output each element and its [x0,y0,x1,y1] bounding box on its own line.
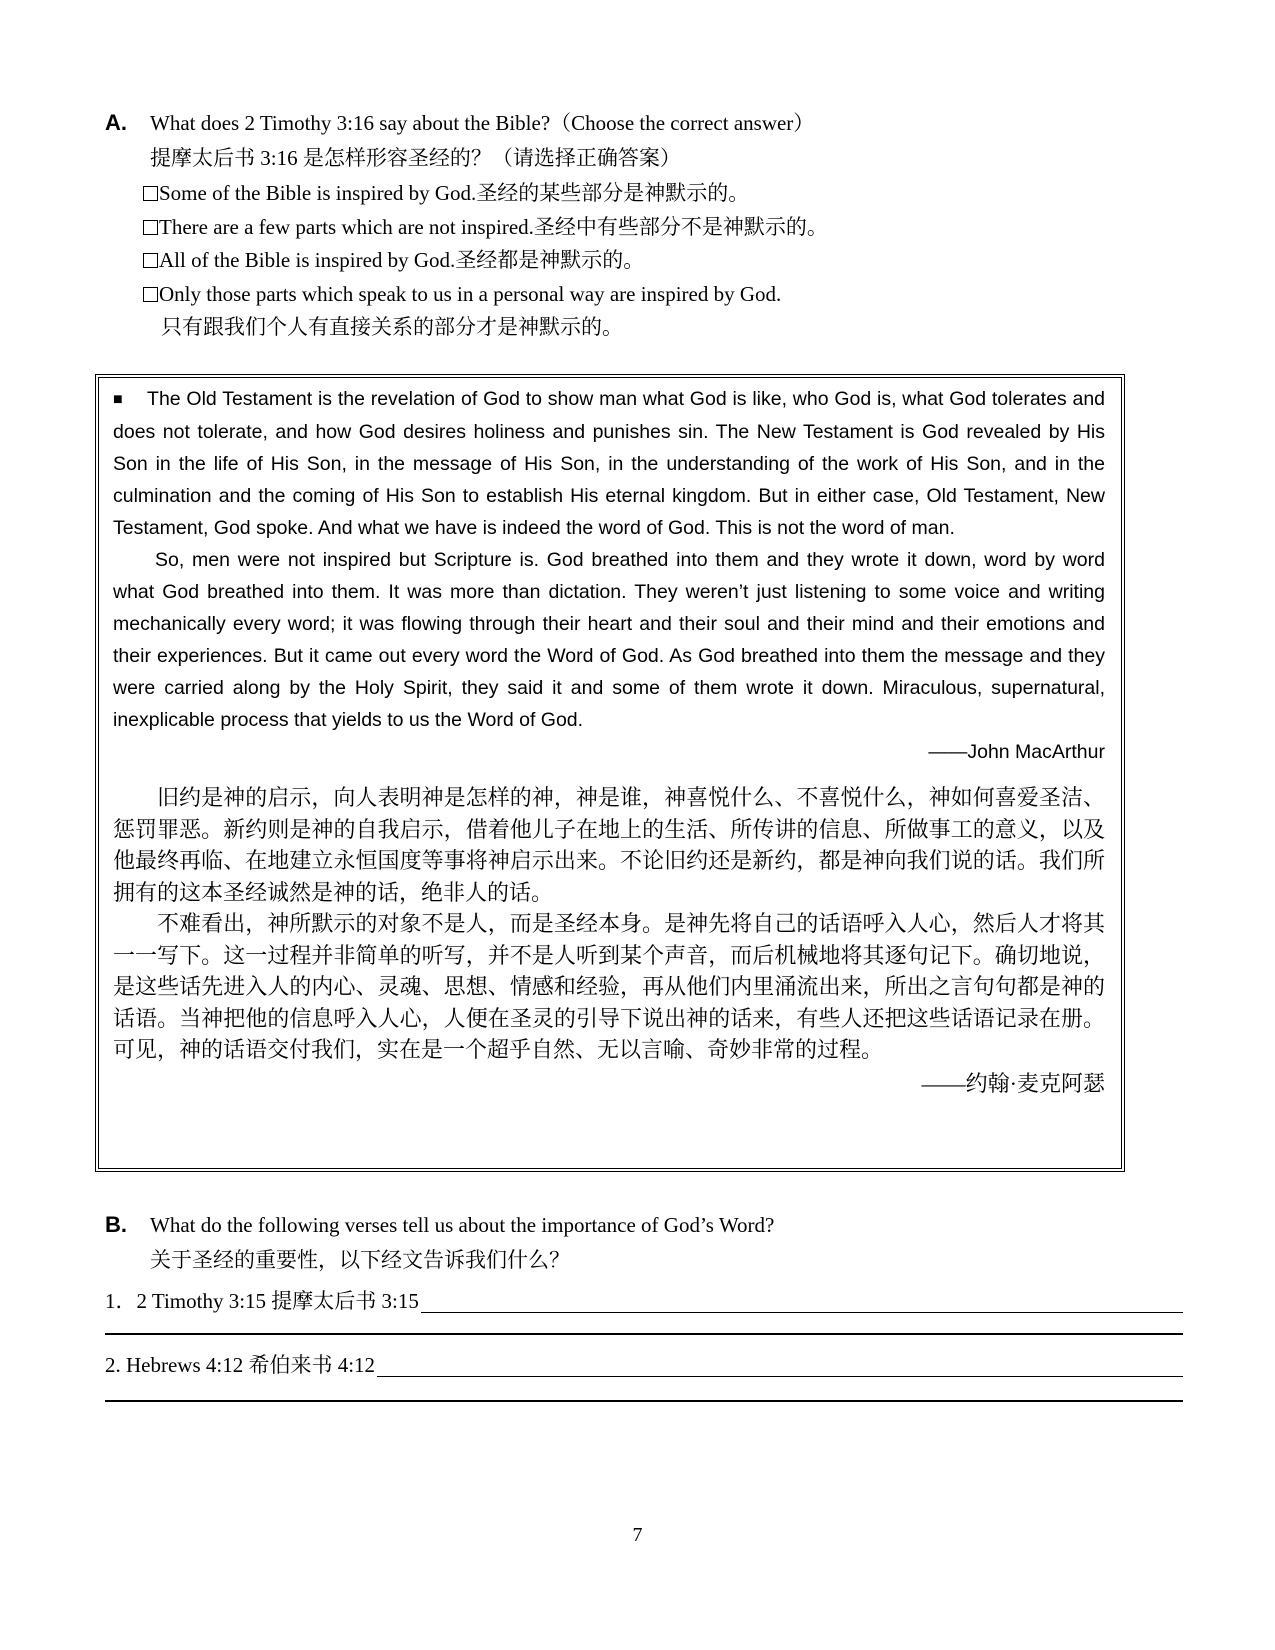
option-text-en: Some of the Bible is inspired by God. [159,181,477,205]
fill-in-label: 2. Hebrews 4:12 希伯来书 4:12 [105,1353,376,1377]
option-text-zh: 圣经的某些部分是神默示的。 [476,181,750,205]
quote-attribution-zh: ——约翰·麦克阿瑟 [921,1070,1105,1096]
answer-line[interactable] [377,1348,1183,1377]
option-text-zh: 只有跟我们个人有直接关系的部分才是神默示的。 [161,315,623,339]
option-text-en: Only those parts which speak to us in a personal way are inspired by God. [159,281,782,306]
section-a-question-zh: 提摩太后书 3:16 是怎样形容圣经的？（请选择正确答案） [150,146,681,170]
page-number: 7 [632,1524,643,1546]
answer-line[interactable] [105,1400,1183,1402]
option-text-zh: 圣经中有些部分不是神默示的。 [533,214,828,239]
section-a [105,106,1183,345]
answer-option [143,211,1183,245]
section-b-question-zh: 关于圣经的重要性，以下经文告诉我们什么？ [150,1248,570,1272]
fill-in-label: 1．2 Timothy 3:15 提摩太后书 3:15 [105,1289,419,1313]
fill-in-item [105,1284,1183,1318]
quote-en-para2: So, men were not inspired but Scripture is. God breathed into them and they wrote it down, word by word what God breathed into them. It was more than dictation. They weren’t just listening to some voice and writing mechanically every word; it was flowing through their heart and their soul and their mind and their emotions and their experiences. But it came out every word the Word of God. As God breathed into them the message and they were carried along by the Holy Spirit, they said it and some of them wrote it down. Miraculous, supernatural, inexplicable process that yields to us the Word of God. [113,549,1105,731]
section-b [105,1208,1183,1402]
answer-options [143,177,1183,345]
option-text-zh: 圣经都是神默示的。 [455,248,645,272]
answer-line[interactable] [421,1284,1183,1313]
section-b-question-en: What do the following verses tell us about the importance of God’s Word? [150,1213,775,1237]
section-b-question [105,1208,1183,1278]
section-a-question-en: What does 2 Timothy 3:16 say about the Bible?（Choose the correct answer） [150,111,815,135]
section-a-label: A. [105,110,127,135]
section-a-question [105,106,1183,176]
checkbox-icon[interactable] [143,186,158,201]
answer-option [143,177,1183,211]
section-b-label: B. [105,1212,127,1237]
answer-option [143,244,1183,278]
quote-attribution-en: ——John MacArthur [928,741,1105,763]
option-text-en: There are a few parts which are not inspired. [159,214,534,239]
quote-zh-para2: 不难看出，神所默示的对象不是人，而是圣经本身。是神先将自己的话语呼入人心，然后人才将其一一写下。这一过程并非简单的听写，并不是人听到某个声音，而后机械地将其逐句记下。确切地说，是这些话先进入人的内心、灵魂、思想、情感和经验，再从他们内里涌流出来，所出之言句句都是神的话语。当神把他的信息呼入人心，人便在圣灵的引导下说出神的话来，有些人还把这些话语记录在册。可见，神的话语交付我们，实在是一个超乎自然、无以言喻、奇妙非常的过程。 [113,911,1105,1062]
option-text-en: All of the Bible is inspired by God. [159,248,456,272]
quote-box [95,374,1125,1172]
answer-line[interactable] [105,1333,1183,1335]
square-bullet-icon: ■ [113,391,124,408]
quote-en-para1-text: The Old Testament is the revelation of God to show man what God is like, who God is, what God tolerates and does not tolerate, and how God desires holiness and punishes sin. The New Testament is God revealed by His Son in the life of His Son, in the message of His Son, in the understanding of the work of His Son, and in the culmination and the coming of His Son to establish His eternal kingdom. But in either case, Old Testament, New Testament, God spoke. And what we have is indeed the word of God. This is not the word of man. [113,388,1106,539]
quote-zh-para1: 旧约是神的启示，向人表明神是怎样的神，神是谁，神喜悦什么、不喜悦什么，神如何喜爱圣洁、惩罚罪恶。新约则是神的自我启示，借着他儿子在地上的生活、所传讲的信息、所做事工的意义，以及他最终再临、在地建立永恒国度等事将神启示出来。不论旧约还是新约，都是神向我们说的话。我们所拥有的这本圣经诚然是神的话，绝非人的话。 [113,785,1105,905]
quote-en-para1 [113,383,1105,544]
fill-in-item [105,1348,1183,1382]
answer-option [143,278,1183,345]
checkbox-icon[interactable] [143,287,158,302]
checkbox-icon[interactable] [143,220,158,235]
checkbox-icon[interactable] [143,253,158,268]
